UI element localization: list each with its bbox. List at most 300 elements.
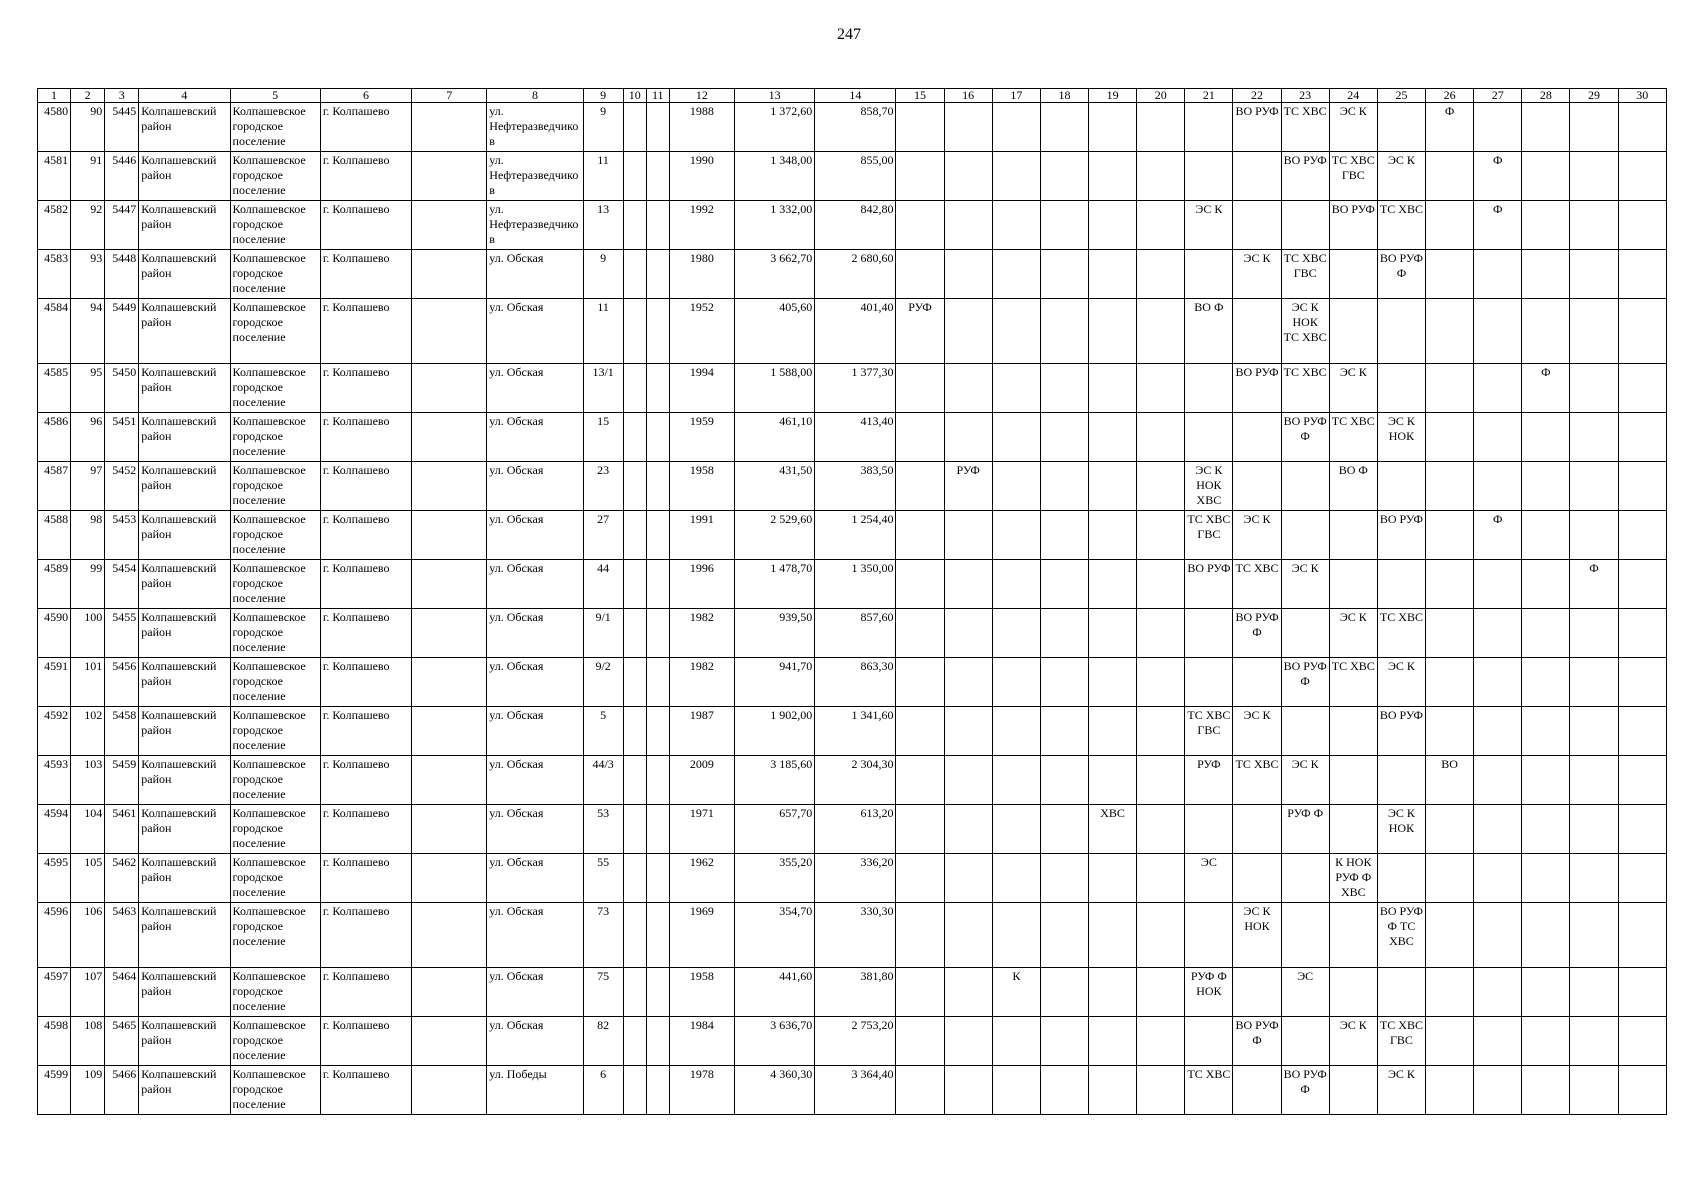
table-cell-col-2: 90 xyxy=(71,103,105,152)
table-cell-col-25: ЭС К НОК xyxy=(1377,413,1425,462)
table-cell-col-22 xyxy=(1233,462,1281,511)
table-cell-col-20 xyxy=(1137,854,1185,903)
table-cell-col-24 xyxy=(1329,511,1377,560)
table-cell-col-3: 5450 xyxy=(105,364,139,413)
table-cell-col-9: 9 xyxy=(583,103,623,152)
table-cell-col-13: 405,60 xyxy=(735,299,815,364)
table-cell-col-30 xyxy=(1618,413,1666,462)
table-cell-col-28 xyxy=(1522,462,1570,511)
table-cell-col-3: 5453 xyxy=(105,511,139,560)
table-cell-col-11 xyxy=(646,462,669,511)
column-header-11: 11 xyxy=(646,89,669,103)
table-cell-col-3: 5445 xyxy=(105,103,139,152)
table-cell-col-1: 4594 xyxy=(38,805,71,854)
table-cell-col-27 xyxy=(1474,707,1522,756)
table-cell-col-8: ул. Нефтеразведчиков xyxy=(487,152,583,201)
table-cell-col-30 xyxy=(1618,462,1666,511)
table-cell-col-17 xyxy=(992,413,1040,462)
table-cell-col-9: 13 xyxy=(583,201,623,250)
table-cell-col-4: Колпашевский район xyxy=(139,201,230,250)
table-cell-col-6: г. Колпашево xyxy=(320,707,411,756)
table-row xyxy=(38,413,1667,462)
table-cell-col-12: 1988 xyxy=(669,103,734,152)
table-cell-col-2: 100 xyxy=(71,609,105,658)
column-header-13: 13 xyxy=(735,89,815,103)
table-cell-col-1: 4591 xyxy=(38,658,71,707)
table-cell-col-27 xyxy=(1474,364,1522,413)
table-cell-col-13: 657,70 xyxy=(735,805,815,854)
table-cell-col-23: ТС ХВС xyxy=(1281,364,1329,413)
table-cell-col-29 xyxy=(1570,707,1618,756)
table-cell-col-25: ТС ХВС ГВС xyxy=(1377,1017,1425,1066)
table-cell-col-15 xyxy=(896,1066,944,1115)
table-cell-col-26 xyxy=(1426,299,1474,364)
table-cell-col-27 xyxy=(1474,756,1522,805)
table-cell-col-13: 1 588,00 xyxy=(735,364,815,413)
table-cell-col-19 xyxy=(1089,103,1137,152)
table-cell-col-12: 1984 xyxy=(669,1017,734,1066)
table-cell-col-29 xyxy=(1570,152,1618,201)
table-cell-col-28 xyxy=(1522,413,1570,462)
table-cell-col-13: 441,60 xyxy=(735,968,815,1017)
table-cell-col-21 xyxy=(1185,609,1233,658)
table-cell-col-25 xyxy=(1377,462,1425,511)
table-cell-col-14: 1 254,40 xyxy=(815,511,896,560)
table-cell-col-10 xyxy=(623,201,646,250)
table-cell-col-6: г. Колпашево xyxy=(320,1017,411,1066)
table-cell-col-6: г. Колпашево xyxy=(320,609,411,658)
table-cell-col-28 xyxy=(1522,609,1570,658)
table-cell-col-26 xyxy=(1426,250,1474,299)
table-cell-col-23 xyxy=(1281,609,1329,658)
table-cell-col-27 xyxy=(1474,250,1522,299)
table-cell-col-8: ул. Нефтеразведчиков xyxy=(487,201,583,250)
table-cell-col-18 xyxy=(1040,658,1088,707)
table-cell-col-13: 1 348,00 xyxy=(735,152,815,201)
table-cell-col-5: Колпашевское городское поселение xyxy=(230,201,320,250)
table-cell-col-24: ВО Ф xyxy=(1329,462,1377,511)
table-cell-col-10 xyxy=(623,1066,646,1115)
table-cell-col-6: г. Колпашево xyxy=(320,805,411,854)
table-cell-col-15 xyxy=(896,805,944,854)
table-cell-col-28 xyxy=(1522,968,1570,1017)
table-cell-col-7 xyxy=(412,805,487,854)
housing-registry-table xyxy=(37,88,1667,1115)
table-cell-col-1: 4599 xyxy=(38,1066,71,1115)
table-cell-col-21: ВО Ф xyxy=(1185,299,1233,364)
table-cell-col-19 xyxy=(1089,364,1137,413)
table-cell-col-29 xyxy=(1570,805,1618,854)
column-header-9: 9 xyxy=(583,89,623,103)
table-cell-col-23: ЭС xyxy=(1281,968,1329,1017)
table-cell-col-29 xyxy=(1570,658,1618,707)
table-cell-col-2: 109 xyxy=(71,1066,105,1115)
table-cell-col-3: 5462 xyxy=(105,854,139,903)
table-cell-col-19 xyxy=(1089,1066,1137,1115)
table-cell-col-11 xyxy=(646,152,669,201)
table-cell-col-2: 97 xyxy=(71,462,105,511)
column-header-3: 3 xyxy=(105,89,139,103)
table-cell-col-11 xyxy=(646,903,669,968)
table-cell-col-24: ЭС К xyxy=(1329,609,1377,658)
table-cell-col-21 xyxy=(1185,103,1233,152)
table-cell-col-6: г. Колпашево xyxy=(320,462,411,511)
table-cell-col-4: Колпашевский район xyxy=(139,299,230,364)
table-cell-col-28: Ф xyxy=(1522,364,1570,413)
table-cell-col-23: ЭС К НОК ТС ХВС xyxy=(1281,299,1329,364)
table-cell-col-16 xyxy=(944,609,992,658)
table-cell-col-26 xyxy=(1426,1066,1474,1115)
table-cell-col-5: Колпашевское городское поселение xyxy=(230,103,320,152)
table-cell-col-24 xyxy=(1329,1066,1377,1115)
column-header-21: 21 xyxy=(1185,89,1233,103)
table-cell-col-2: 99 xyxy=(71,560,105,609)
table-row xyxy=(38,658,1667,707)
table-cell-col-21: ТС ХВС ГВС xyxy=(1185,707,1233,756)
table-cell-col-4: Колпашевский район xyxy=(139,413,230,462)
table-cell-col-14: 3 364,40 xyxy=(815,1066,896,1115)
table-cell-col-10 xyxy=(623,707,646,756)
table-cell-col-7 xyxy=(412,103,487,152)
table-cell-col-20 xyxy=(1137,299,1185,364)
table-cell-col-11 xyxy=(646,299,669,364)
table-cell-col-20 xyxy=(1137,609,1185,658)
table-cell-col-29 xyxy=(1570,462,1618,511)
table-cell-col-26 xyxy=(1426,201,1474,250)
table-cell-col-23: ТС ХВС ГВС xyxy=(1281,250,1329,299)
table-cell-col-20 xyxy=(1137,462,1185,511)
table-cell-col-15 xyxy=(896,364,944,413)
table-cell-col-13: 3 662,70 xyxy=(735,250,815,299)
table-cell-col-5: Колпашевское городское поселение xyxy=(230,462,320,511)
table-cell-col-3: 5455 xyxy=(105,609,139,658)
table-cell-col-15 xyxy=(896,968,944,1017)
table-cell-col-13: 3 636,70 xyxy=(735,1017,815,1066)
table-cell-col-20 xyxy=(1137,805,1185,854)
table-cell-col-26 xyxy=(1426,609,1474,658)
table-cell-col-27 xyxy=(1474,560,1522,609)
table-cell-col-7 xyxy=(412,968,487,1017)
table-cell-col-8: ул. Обская xyxy=(487,364,583,413)
table-cell-col-1: 4590 xyxy=(38,609,71,658)
table-cell-col-19 xyxy=(1089,511,1137,560)
table-cell-col-21: ВО РУФ xyxy=(1185,560,1233,609)
table-cell-col-27: Ф xyxy=(1474,511,1522,560)
table-cell-col-28 xyxy=(1522,707,1570,756)
table-cell-col-5: Колпашевское городское поселение xyxy=(230,1017,320,1066)
table-cell-col-3: 5458 xyxy=(105,707,139,756)
column-header-28: 28 xyxy=(1522,89,1570,103)
table-cell-col-23: РУФ Ф xyxy=(1281,805,1329,854)
table-cell-col-26: ВО xyxy=(1426,756,1474,805)
table-cell-col-22 xyxy=(1233,201,1281,250)
table-cell-col-11 xyxy=(646,413,669,462)
table-cell-col-15 xyxy=(896,201,944,250)
table-cell-col-10 xyxy=(623,299,646,364)
table-cell-col-2: 104 xyxy=(71,805,105,854)
table-cell-col-16 xyxy=(944,511,992,560)
table-cell-col-17 xyxy=(992,658,1040,707)
table-cell-col-30 xyxy=(1618,1017,1666,1066)
table-cell-col-6: г. Колпашево xyxy=(320,756,411,805)
table-cell-col-18 xyxy=(1040,903,1088,968)
table-cell-col-20 xyxy=(1137,250,1185,299)
table-cell-col-25: ТС ХВС xyxy=(1377,201,1425,250)
table-cell-col-19 xyxy=(1089,707,1137,756)
table-cell-col-23: ВО РУФ Ф xyxy=(1281,413,1329,462)
table-cell-col-24 xyxy=(1329,968,1377,1017)
table-cell-col-5: Колпашевское городское поселение xyxy=(230,511,320,560)
table-cell-col-16 xyxy=(944,152,992,201)
table-cell-col-10 xyxy=(623,1017,646,1066)
table-cell-col-8: ул. Обская xyxy=(487,707,583,756)
table-row xyxy=(38,201,1667,250)
table-cell-col-30 xyxy=(1618,299,1666,364)
table-cell-col-24 xyxy=(1329,250,1377,299)
table-cell-col-5: Колпашевское городское поселение xyxy=(230,299,320,364)
table-cell-col-25: ВО РУФ xyxy=(1377,707,1425,756)
table-cell-col-27 xyxy=(1474,413,1522,462)
table-cell-col-17 xyxy=(992,903,1040,968)
table-cell-col-3: 5446 xyxy=(105,152,139,201)
table-cell-col-13: 354,70 xyxy=(735,903,815,968)
table-cell-col-2: 107 xyxy=(71,968,105,1017)
table-cell-col-6: г. Колпашево xyxy=(320,1066,411,1115)
table-cell-col-10 xyxy=(623,413,646,462)
table-cell-col-13: 939,50 xyxy=(735,609,815,658)
table-cell-col-18 xyxy=(1040,1017,1088,1066)
table-cell-col-22: ВО РУФ Ф xyxy=(1233,1017,1281,1066)
table-cell-col-8: ул. Нефтеразведчиков xyxy=(487,103,583,152)
table-cell-col-2: 93 xyxy=(71,250,105,299)
table-cell-col-9: 44/3 xyxy=(583,756,623,805)
table-cell-col-2: 94 xyxy=(71,299,105,364)
table-cell-col-25 xyxy=(1377,854,1425,903)
table-cell-col-26 xyxy=(1426,968,1474,1017)
table-cell-col-29 xyxy=(1570,1017,1618,1066)
table-row xyxy=(38,250,1667,299)
table-cell-col-7 xyxy=(412,707,487,756)
table-cell-col-16 xyxy=(944,364,992,413)
table-cell-col-7 xyxy=(412,854,487,903)
table-cell-col-26: Ф xyxy=(1426,103,1474,152)
table-cell-col-14: 413,40 xyxy=(815,413,896,462)
table-row xyxy=(38,968,1667,1017)
table-cell-col-5: Колпашевское городское поселение xyxy=(230,854,320,903)
page-number: 247 xyxy=(837,26,861,43)
table-cell-col-3: 5452 xyxy=(105,462,139,511)
table-cell-col-11 xyxy=(646,968,669,1017)
table-cell-col-20 xyxy=(1137,968,1185,1017)
table-cell-col-16: РУФ xyxy=(944,462,992,511)
table-cell-col-4: Колпашевский район xyxy=(139,103,230,152)
table-cell-col-2: 91 xyxy=(71,152,105,201)
table-cell-col-23: ЭС К xyxy=(1281,756,1329,805)
table-cell-col-13: 941,70 xyxy=(735,658,815,707)
table-cell-col-25: ВО РУФ xyxy=(1377,511,1425,560)
table-cell-col-20 xyxy=(1137,1017,1185,1066)
table-cell-col-30 xyxy=(1618,560,1666,609)
table-cell-col-15 xyxy=(896,854,944,903)
table-cell-col-24: ТС ХВС xyxy=(1329,413,1377,462)
table-cell-col-11 xyxy=(646,854,669,903)
table-cell-col-29 xyxy=(1570,299,1618,364)
table-row xyxy=(38,364,1667,413)
table-cell-col-4: Колпашевский район xyxy=(139,805,230,854)
table-cell-col-15 xyxy=(896,413,944,462)
table-cell-col-11 xyxy=(646,707,669,756)
table-cell-col-2: 102 xyxy=(71,707,105,756)
table-cell-col-21: ТС ХВС xyxy=(1185,1066,1233,1115)
table-cell-col-20 xyxy=(1137,511,1185,560)
table-cell-col-14: 863,30 xyxy=(815,658,896,707)
table-cell-col-10 xyxy=(623,968,646,1017)
table-cell-col-13: 1 332,00 xyxy=(735,201,815,250)
table-cell-col-8: ул. Обская xyxy=(487,805,583,854)
table-cell-col-19 xyxy=(1089,609,1137,658)
table-cell-col-9: 9/1 xyxy=(583,609,623,658)
table-cell-col-26 xyxy=(1426,511,1474,560)
table-cell-col-18 xyxy=(1040,609,1088,658)
table-cell-col-10 xyxy=(623,462,646,511)
table-cell-col-1: 4584 xyxy=(38,299,71,364)
table-cell-col-25 xyxy=(1377,560,1425,609)
table-cell-col-13: 4 360,30 xyxy=(735,1066,815,1115)
table-cell-col-7 xyxy=(412,903,487,968)
table-cell-col-26 xyxy=(1426,854,1474,903)
table-cell-col-24: К НОК РУФ Ф ХВС xyxy=(1329,854,1377,903)
table-cell-col-14: 858,70 xyxy=(815,103,896,152)
table-cell-col-4: Колпашевский район xyxy=(139,1066,230,1115)
table-cell-col-12: 2009 xyxy=(669,756,734,805)
table-cell-col-2: 105 xyxy=(71,854,105,903)
table-cell-col-13: 1 372,60 xyxy=(735,103,815,152)
table-cell-col-21: ЭС К xyxy=(1185,201,1233,250)
table-cell-col-3: 5447 xyxy=(105,201,139,250)
table-cell-col-11 xyxy=(646,609,669,658)
table-cell-col-25: ВО РУФ Ф xyxy=(1377,250,1425,299)
table-cell-col-23: ЭС К xyxy=(1281,560,1329,609)
table-cell-col-10 xyxy=(623,511,646,560)
table-cell-col-9: 5 xyxy=(583,707,623,756)
table-cell-col-4: Колпашевский район xyxy=(139,152,230,201)
table-cell-col-12: 1971 xyxy=(669,805,734,854)
table-cell-col-12: 1978 xyxy=(669,1066,734,1115)
table-cell-col-8: ул. Обская xyxy=(487,756,583,805)
table-cell-col-25 xyxy=(1377,968,1425,1017)
table-cell-col-23 xyxy=(1281,1017,1329,1066)
table-cell-col-18 xyxy=(1040,299,1088,364)
table-cell-col-28 xyxy=(1522,201,1570,250)
table-cell-col-25 xyxy=(1377,299,1425,364)
table-cell-col-30 xyxy=(1618,756,1666,805)
table-cell-col-7 xyxy=(412,658,487,707)
table-cell-col-21: ЭС xyxy=(1185,854,1233,903)
table-cell-col-15 xyxy=(896,560,944,609)
table-cell-col-12: 1987 xyxy=(669,707,734,756)
table-cell-col-14: 330,30 xyxy=(815,903,896,968)
table-cell-col-11 xyxy=(646,1066,669,1115)
table-cell-col-4: Колпашевский район xyxy=(139,968,230,1017)
table-cell-col-14: 381,80 xyxy=(815,968,896,1017)
column-header-25: 25 xyxy=(1377,89,1425,103)
table-cell-col-16 xyxy=(944,103,992,152)
table-cell-col-7 xyxy=(412,1017,487,1066)
table-cell-col-17 xyxy=(992,152,1040,201)
table-cell-col-26 xyxy=(1426,364,1474,413)
table-cell-col-12: 1958 xyxy=(669,462,734,511)
table-cell-col-16 xyxy=(944,707,992,756)
table-cell-col-11 xyxy=(646,1017,669,1066)
table-cell-col-1: 4581 xyxy=(38,152,71,201)
table-cell-col-14: 613,20 xyxy=(815,805,896,854)
table-cell-col-20 xyxy=(1137,756,1185,805)
table-cell-col-18 xyxy=(1040,364,1088,413)
table-cell-col-21: ТС ХВС ГВС xyxy=(1185,511,1233,560)
table-cell-col-18 xyxy=(1040,968,1088,1017)
table-cell-col-3: 5463 xyxy=(105,903,139,968)
table-cell-col-8: ул. Обская xyxy=(487,658,583,707)
table-cell-col-20 xyxy=(1137,152,1185,201)
table-cell-col-20 xyxy=(1137,707,1185,756)
table-cell-col-8: ул. Обская xyxy=(487,609,583,658)
table-cell-col-22 xyxy=(1233,299,1281,364)
table-cell-col-5: Колпашевское городское поселение xyxy=(230,364,320,413)
table-cell-col-10 xyxy=(623,903,646,968)
table-cell-col-21 xyxy=(1185,903,1233,968)
table-cell-col-22 xyxy=(1233,854,1281,903)
table-cell-col-21 xyxy=(1185,413,1233,462)
table-cell-col-2: 98 xyxy=(71,511,105,560)
table-cell-col-1: 4598 xyxy=(38,1017,71,1066)
column-number-header xyxy=(38,89,1667,103)
table-cell-col-27: Ф xyxy=(1474,152,1522,201)
table-cell-col-12: 1982 xyxy=(669,658,734,707)
table-cell-col-10 xyxy=(623,103,646,152)
table-cell-col-8: ул. Обская xyxy=(487,1017,583,1066)
table-cell-col-12: 1980 xyxy=(669,250,734,299)
table-cell-col-12: 1982 xyxy=(669,609,734,658)
table-cell-col-19 xyxy=(1089,201,1137,250)
table-cell-col-7 xyxy=(412,152,487,201)
table-cell-col-18 xyxy=(1040,413,1088,462)
table-cell-col-18 xyxy=(1040,560,1088,609)
table-cell-col-8: ул. Обская xyxy=(487,413,583,462)
table-cell-col-4: Колпашевский район xyxy=(139,511,230,560)
table-cell-col-28 xyxy=(1522,854,1570,903)
table-row xyxy=(38,1066,1667,1115)
table-cell-col-27 xyxy=(1474,1066,1522,1115)
table-cell-col-6: г. Колпашево xyxy=(320,250,411,299)
table-cell-col-16 xyxy=(944,756,992,805)
table-cell-col-14: 401,40 xyxy=(815,299,896,364)
table-cell-col-17 xyxy=(992,511,1040,560)
table-cell-col-18 xyxy=(1040,756,1088,805)
table-cell-col-25: ЭС К xyxy=(1377,658,1425,707)
table-cell-col-20 xyxy=(1137,1066,1185,1115)
column-header-1: 1 xyxy=(38,89,71,103)
table-cell-col-6: г. Колпашево xyxy=(320,201,411,250)
table-cell-col-4: Колпашевский район xyxy=(139,462,230,511)
table-cell-col-5: Колпашевское городское поселение xyxy=(230,152,320,201)
table-cell-col-20 xyxy=(1137,658,1185,707)
table-cell-col-14: 383,50 xyxy=(815,462,896,511)
table-cell-col-6: г. Колпашево xyxy=(320,658,411,707)
table-cell-col-25: ВО РУФ Ф ТС ХВС xyxy=(1377,903,1425,968)
table-cell-col-5: Колпашевское городское поселение xyxy=(230,1066,320,1115)
table-cell-col-25 xyxy=(1377,364,1425,413)
table-row xyxy=(38,756,1667,805)
